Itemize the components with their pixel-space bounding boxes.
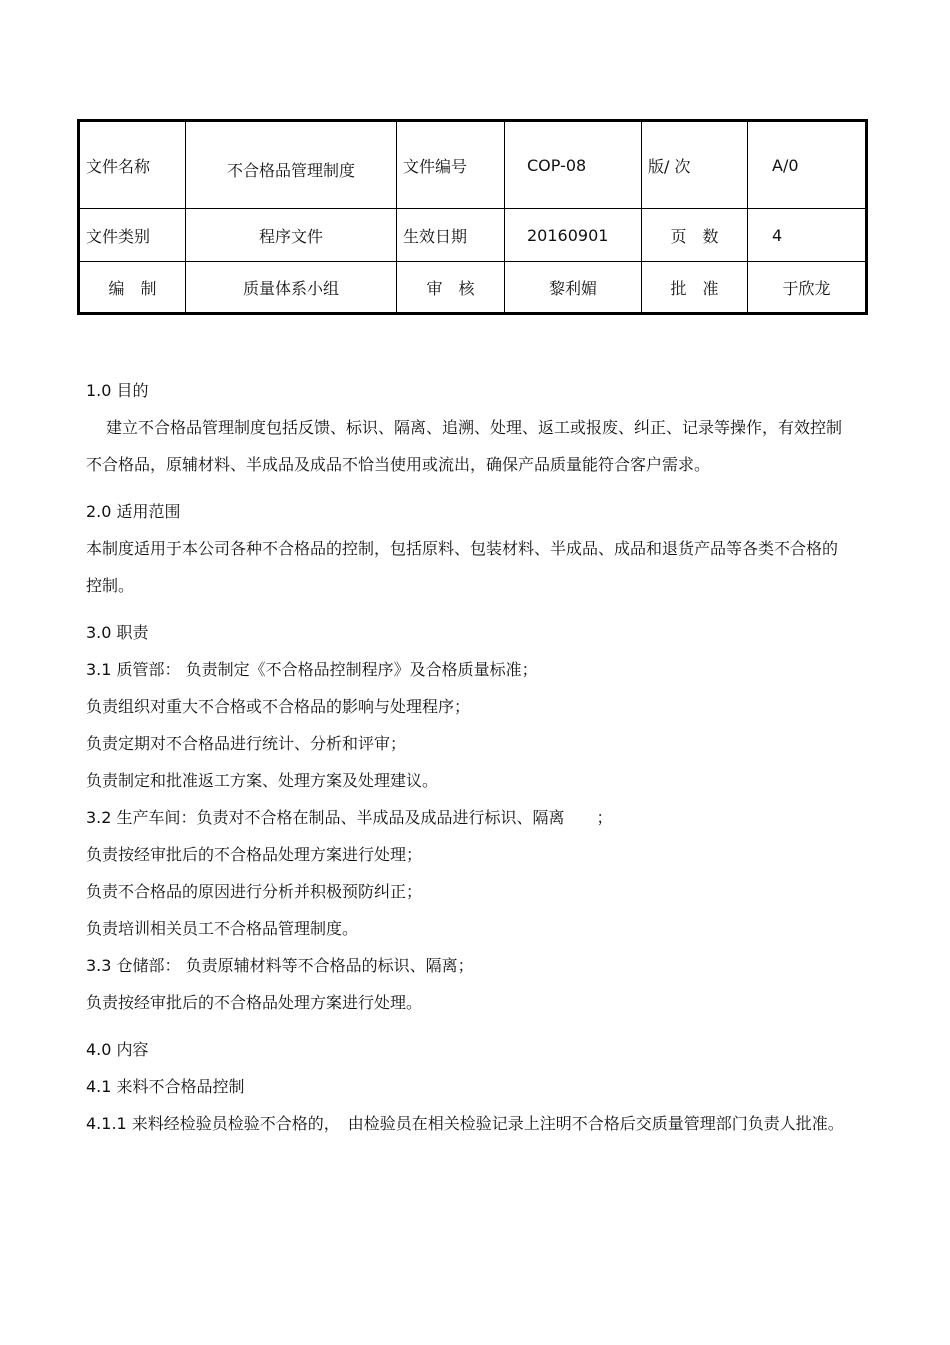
paragraph-line: 负责制定和批准返工方案、处理方案及处理建议。 [86, 771, 439, 790]
value-cell: COP-08 [505, 121, 642, 209]
label-cell: 文件类别 [79, 209, 186, 262]
paragraph-line: 负责按经审批后的不合格品处理方案进行处理。 [86, 993, 423, 1012]
section-heading: 1.0 目的 [86, 381, 149, 400]
header-row [79, 209, 867, 262]
paragraph: 本制度适用于本公司各种不合格品的控制，包括原料、包装材料、半成品、成品和退货产品等各类不合格的控制。 [86, 539, 839, 595]
label-cell: 页 数 [642, 209, 748, 262]
label-cell: 版/ 次 [642, 121, 748, 209]
paragraph-line: 3.1 质管部： 负责制定《不合格品控制程序》及合格质量标准； [86, 660, 538, 679]
header-row [79, 262, 867, 314]
document-header-table [77, 119, 868, 315]
paragraph-line: 负责不合格品的原因进行分析并积极预防纠正； [86, 882, 423, 901]
section-heading: 4.0 内容 [86, 1040, 149, 1059]
label-cell: 批 准 [642, 262, 748, 314]
paragraph-line: 负责按经审批后的不合格品处理方案进行处理； [86, 845, 423, 864]
label-cell: 编 制 [79, 262, 186, 314]
value-cell: A/0 [748, 121, 867, 209]
paragraph-line: 3.3 仓储部： 负责原辅材料等不合格品的标识、隔离； [86, 956, 474, 975]
value-cell: 20160901 [505, 209, 642, 262]
label-cell: 生效日期 [397, 209, 505, 262]
paragraph-line: 负责定期对不合格品进行统计、分析和评审； [86, 734, 407, 753]
section-heading: 3.0 职责 [86, 623, 149, 642]
paragraph-line: 负责培训相关员工不合格品管理制度。 [86, 919, 359, 938]
value-cell: 黎利媚 [505, 262, 642, 314]
value-cell: 不合格品管理制度 [186, 121, 397, 209]
paragraph-line: 3.2 生产车间：负责对不合格在制品、半成品及成品进行标识、隔离 ； [86, 808, 613, 827]
value-cell: 程序文件 [186, 209, 397, 262]
paragraph: 建立不合格品管理制度包括反馈、标识、隔离、追溯、处理、返工或报废、纠正、记录等操作，有效控制不合格品，原辅材料、半成品及成品不恰当使用或流出，确保产品质量能符合客户需求。 [86, 418, 843, 474]
label-cell: 文件名称 [79, 121, 186, 209]
value-cell: 4 [748, 209, 867, 262]
header-row [79, 121, 867, 209]
section-heading: 2.0 适用范围 [86, 502, 181, 521]
value-cell: 质量体系小组 [186, 262, 397, 314]
document-body [86, 372, 846, 1142]
paragraph-line: 负责组织对重大不合格或不合格品的影响与处理程序； [86, 697, 471, 716]
value-cell: 于欣龙 [748, 262, 867, 314]
label-cell: 审 核 [397, 262, 505, 314]
subsection-heading: 4.1 来料不合格品控制 [86, 1077, 245, 1096]
label-cell: 文件编号 [397, 121, 505, 209]
paragraph: 4.1.1 来料经检验员检验不合格的， 由检验员在相关检验记录上注明不合格后交质量管理部门负责人批准。 [86, 1114, 844, 1133]
